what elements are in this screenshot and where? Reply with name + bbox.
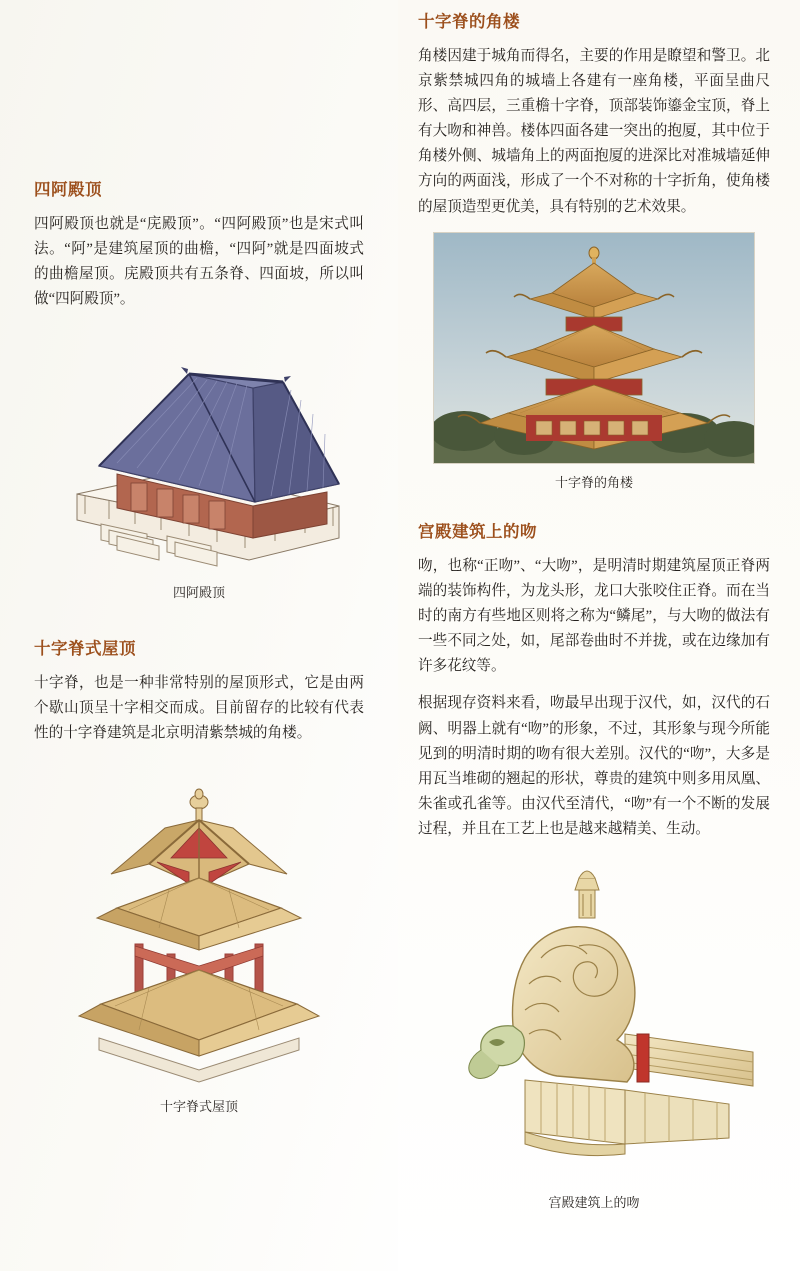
figure-caption: 十字脊的角楼 [554, 474, 633, 490]
right-column [398, 0, 800, 1271]
section-shiziji [34, 635, 364, 1123]
roof-kiss-ornament-illustration [429, 854, 759, 1184]
jiaolou-photo [433, 232, 755, 464]
section-paragraph: 角楼因建于城角而得名，主要的作用是瞭望和警卫。北京紫禁城四角的城墙上各建有一座角楼，平面呈曲尺形、高四层，三重檐十字脊，顶部装饰鎏金宝顶，脊上有大吻和神兽。楼体四面各建一突出的抱厦，其中位于角楼外侧、城墙角上的两面抱厦的进深比对准城墙延伸方向的两面浅，形成了一个不对称的十字折角，使角楼的屋顶造型更优美，具有特别的艺术效果。 [418, 48, 770, 215]
section-paragraph: 根据现存资料来看，吻最早出现于汉代，如，汉代的石阙、明器上就有“吻”的形象，不过，其形象与现今所能见到的明清时期的吻有很大差别。汉代的“吻”，大多是用瓦当堆砌的翘起的形状，尊贵的建筑中则多用凤凰、朱雀或孔雀等。由汉代至清代，“吻”有一个不断的发展过程，并且在工艺上也是越来越精美、生动。 [418, 695, 770, 837]
section-paragraph: 吻，也称“正吻”、“大吻”，是明清时期建筑屋顶正脊两端的装饰构件，为龙头形，龙口大张咬住正脊。而在当时的南方有些地区则将之称为“鳞尾”，与大吻的做法有一些不同之处，如，尾部卷曲时不并拢，或在边缘加有许多花纹等。 [418, 558, 770, 675]
section-siedian [34, 176, 364, 609]
figure-shiziji [34, 758, 364, 1115]
section-wen [418, 518, 770, 1219]
section-jiaolou [418, 8, 770, 499]
cross-ridge-roof-illustration [39, 758, 359, 1088]
jiaolou-photo-illustration [434, 233, 754, 463]
figure-caption: 十字脊式屋顶 [159, 1099, 238, 1115]
section-paragraph: 四阿殿顶也就是“庑殿顶”。“四阿殿顶”也是宋式叫法。“阿”是建筑屋顶的曲檐，“四阿”就是四面坡式的曲檐屋顶。庑殿顶共有五条脊、四面坡，所以叫做“四阿殿顶”。 [34, 216, 364, 308]
section-title-siedian: 四阿殿顶 [34, 181, 102, 199]
figure-caption: 宫殿建筑上的吻 [548, 1195, 640, 1211]
section-paragraph: 十字脊，也是一种非常特别的屋顶形式，它是由两个歇山顶呈十字相交而成。目前留存的比较有代表性的十字脊建筑是北京明清紫禁城的角楼。 [34, 675, 364, 742]
figure-siedian [34, 324, 364, 601]
figure-wen [418, 854, 770, 1211]
siedian-roof-illustration [39, 324, 359, 574]
section-title-shiziji: 十字脊式屋顶 [34, 640, 136, 658]
section-title-wen: 宫殿建筑上的吻 [418, 523, 537, 541]
figure-caption: 四阿殿顶 [172, 585, 225, 601]
figure-jiaolou [418, 232, 770, 491]
section-title-jiaolou: 十字脊的角楼 [418, 13, 520, 31]
left-column [0, 0, 398, 1271]
